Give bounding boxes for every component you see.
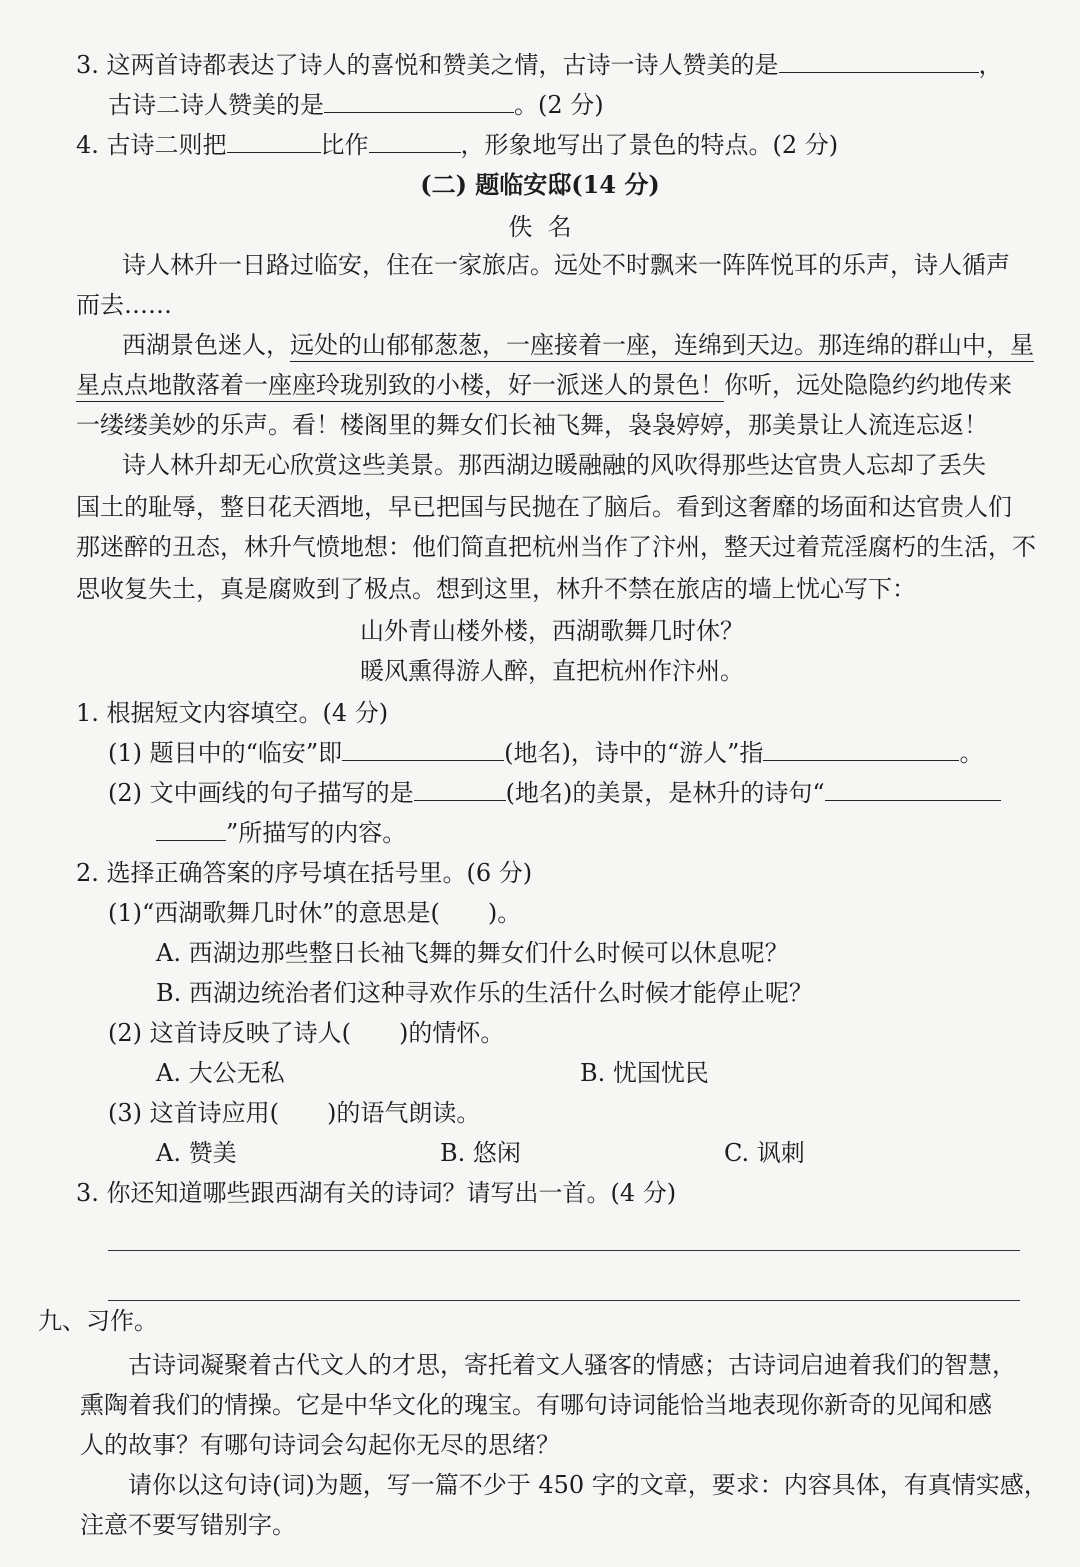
author-label: 佚 名 bbox=[508, 213, 572, 241]
answer-blank[interactable] bbox=[369, 130, 461, 153]
question-text: (3) 这首诗应用( bbox=[108, 1099, 279, 1127]
score-label: 。(2 分) bbox=[514, 91, 604, 119]
passage-line: 诗人林升一日路过临安，住在一家旅店。远处不时飘来一阵阵悦耳的乐声，诗人循声 bbox=[122, 251, 1010, 279]
poem-line: 山外青山楼外楼，西湖歌舞几时休？ bbox=[360, 617, 744, 645]
answer-blank[interactable] bbox=[342, 738, 504, 761]
passage-line: 国土的耻辱，整日花天酒地，早已把国与民抛在了脑后。看到这奢靡的场面和达官贵人们 bbox=[76, 493, 1012, 521]
question-4 bbox=[76, 128, 838, 162]
option-c: C. 讽刺 bbox=[724, 1139, 805, 1167]
section-title: (二) 题临安邸(14 分) bbox=[420, 170, 660, 199]
answer-blank[interactable] bbox=[324, 90, 514, 113]
question-2-2 bbox=[108, 1016, 504, 1050]
answer-blank[interactable] bbox=[414, 778, 506, 801]
question-4-text-c: ，形象地写出了景色的特点。(2 分) bbox=[460, 131, 839, 159]
question-text: (1)“西湖歌舞几时休”的意思是( bbox=[108, 899, 440, 927]
poem-line: 暖风熏得游人醉，直把杭州作汴州。 bbox=[360, 657, 744, 685]
option-a: A. 赞美 bbox=[156, 1139, 237, 1167]
passage-line: 一缕缕美妙的乐声。看！楼阁里的舞女们长袖飞舞，袅袅婷婷，那美景让人流连忘返！ bbox=[76, 411, 988, 439]
question-1-1 bbox=[108, 736, 983, 770]
question-3-west-lake: 3. 你还知道哪些跟西湖有关的诗词？请写出一首。(4 分) bbox=[76, 1179, 677, 1207]
option-b: B. 忧国忧民 bbox=[580, 1059, 709, 1087]
answer-line[interactable] bbox=[108, 1300, 1020, 1301]
question-text: (地名)，诗中的“游人”指 bbox=[504, 739, 764, 767]
option-a: A. 大公无私 bbox=[156, 1059, 285, 1087]
question-text: )的情怀。 bbox=[399, 1019, 505, 1047]
question-4-text-b: 比作 bbox=[320, 131, 369, 159]
question-text: (1) 题目中的“临安”即 bbox=[108, 739, 343, 767]
question-text: )的语气朗读。 bbox=[327, 1099, 481, 1127]
passage-line: 而去…… bbox=[76, 291, 172, 319]
essay-prompt-line: 人的故事？有哪句诗词会勾起你无尽的思绪？ bbox=[80, 1431, 560, 1459]
essay-prompt-line: 熏陶着我们的情操。它是中华文化的瑰宝。有哪句诗词能恰当地表现你新奇的见闻和感 bbox=[80, 1391, 992, 1419]
punctuation: ， bbox=[978, 51, 1003, 79]
question-text: )。 bbox=[487, 899, 522, 927]
question-3-text: 3. 这两首诗都表达了诗人的喜悦和赞美之情，古诗一诗人赞美的是 bbox=[76, 51, 779, 79]
question-text: (2) 文中画线的句子描写的是 bbox=[108, 779, 414, 807]
essay-prompt-line: 古诗词凝聚着古代文人的才思，寄托着文人骚客的情感；古诗词启迪着我们的智慧， bbox=[128, 1351, 1016, 1379]
answer-line[interactable] bbox=[108, 1250, 1020, 1251]
passage-line bbox=[76, 368, 1012, 402]
passage-line: 思收复失土，真是腐败到了极点。想到这里，林升不禁在旅店的墙上忧心写下： bbox=[76, 575, 916, 603]
question-text: ”所描写的内容。 bbox=[226, 819, 407, 847]
answer-blank[interactable] bbox=[763, 738, 959, 761]
answer-blank[interactable] bbox=[227, 130, 321, 153]
answer-blank[interactable] bbox=[156, 818, 226, 841]
passage-line: 那迷醉的丑态，林升气愤地想：他们简直把杭州当作了汴州，整天过着荒淫腐朽的生活，不 bbox=[76, 533, 1036, 561]
option-b: B. 悠闲 bbox=[440, 1139, 521, 1167]
question-4-text-a: 4. 古诗二则把 bbox=[76, 131, 227, 159]
question-1-2-cont bbox=[156, 816, 406, 850]
question-text: (2) 这首诗反映了诗人( bbox=[108, 1019, 351, 1047]
question-3-line-1 bbox=[76, 48, 1003, 82]
option-a: A. 西湖边那些整日长袖飞舞的舞女们什么时候可以休息呢？ bbox=[156, 939, 789, 967]
question-2: 2. 选择正确答案的序号填在括号里。(6 分) bbox=[76, 859, 533, 887]
answer-blank[interactable] bbox=[779, 50, 979, 73]
passage-text: 西湖景色迷人， bbox=[122, 331, 290, 359]
essay-prompt-line: 请你以这句诗(词)为题，写一篇不少于 450 字的文章，要求：内容具体，有真情实感， bbox=[128, 1471, 1048, 1499]
passage-text: 你听，远处隐隐约约地传来 bbox=[724, 371, 1012, 399]
question-1-2 bbox=[108, 776, 1001, 810]
question-1: 1. 根据短文内容填空。(4 分) bbox=[76, 699, 389, 727]
question-3-line-2 bbox=[108, 88, 604, 122]
essay-prompt-line: 注意不要写错别字。 bbox=[80, 1511, 296, 1539]
section-9-heading: 九、习作。 bbox=[38, 1307, 158, 1335]
question-3-text-2: 古诗二诗人赞美的是 bbox=[108, 91, 324, 119]
answer-blank[interactable] bbox=[825, 778, 1001, 801]
underlined-sentence: 星点点地散落着一座座玲珑别致的小楼，好一派迷人的景色！ bbox=[76, 371, 724, 402]
passage-line: 诗人林升却无心欣赏这些美景。那西湖边暖融融的风吹得那些达官贵人忘却了丢失 bbox=[122, 451, 986, 479]
option-b: B. 西湖边统治者们这种寻欢作乐的生活什么时候才能停止呢？ bbox=[156, 979, 813, 1007]
passage-line bbox=[122, 328, 1034, 362]
question-text: (地名)的美景，是林升的诗句“ bbox=[505, 779, 825, 807]
question-2-1 bbox=[108, 896, 521, 930]
underlined-sentence: 远处的山郁郁葱葱，一座接着一座，连绵到天边。那连绵的群山中，星 bbox=[290, 331, 1034, 362]
punctuation: 。 bbox=[959, 739, 984, 767]
question-2-3 bbox=[108, 1096, 480, 1130]
